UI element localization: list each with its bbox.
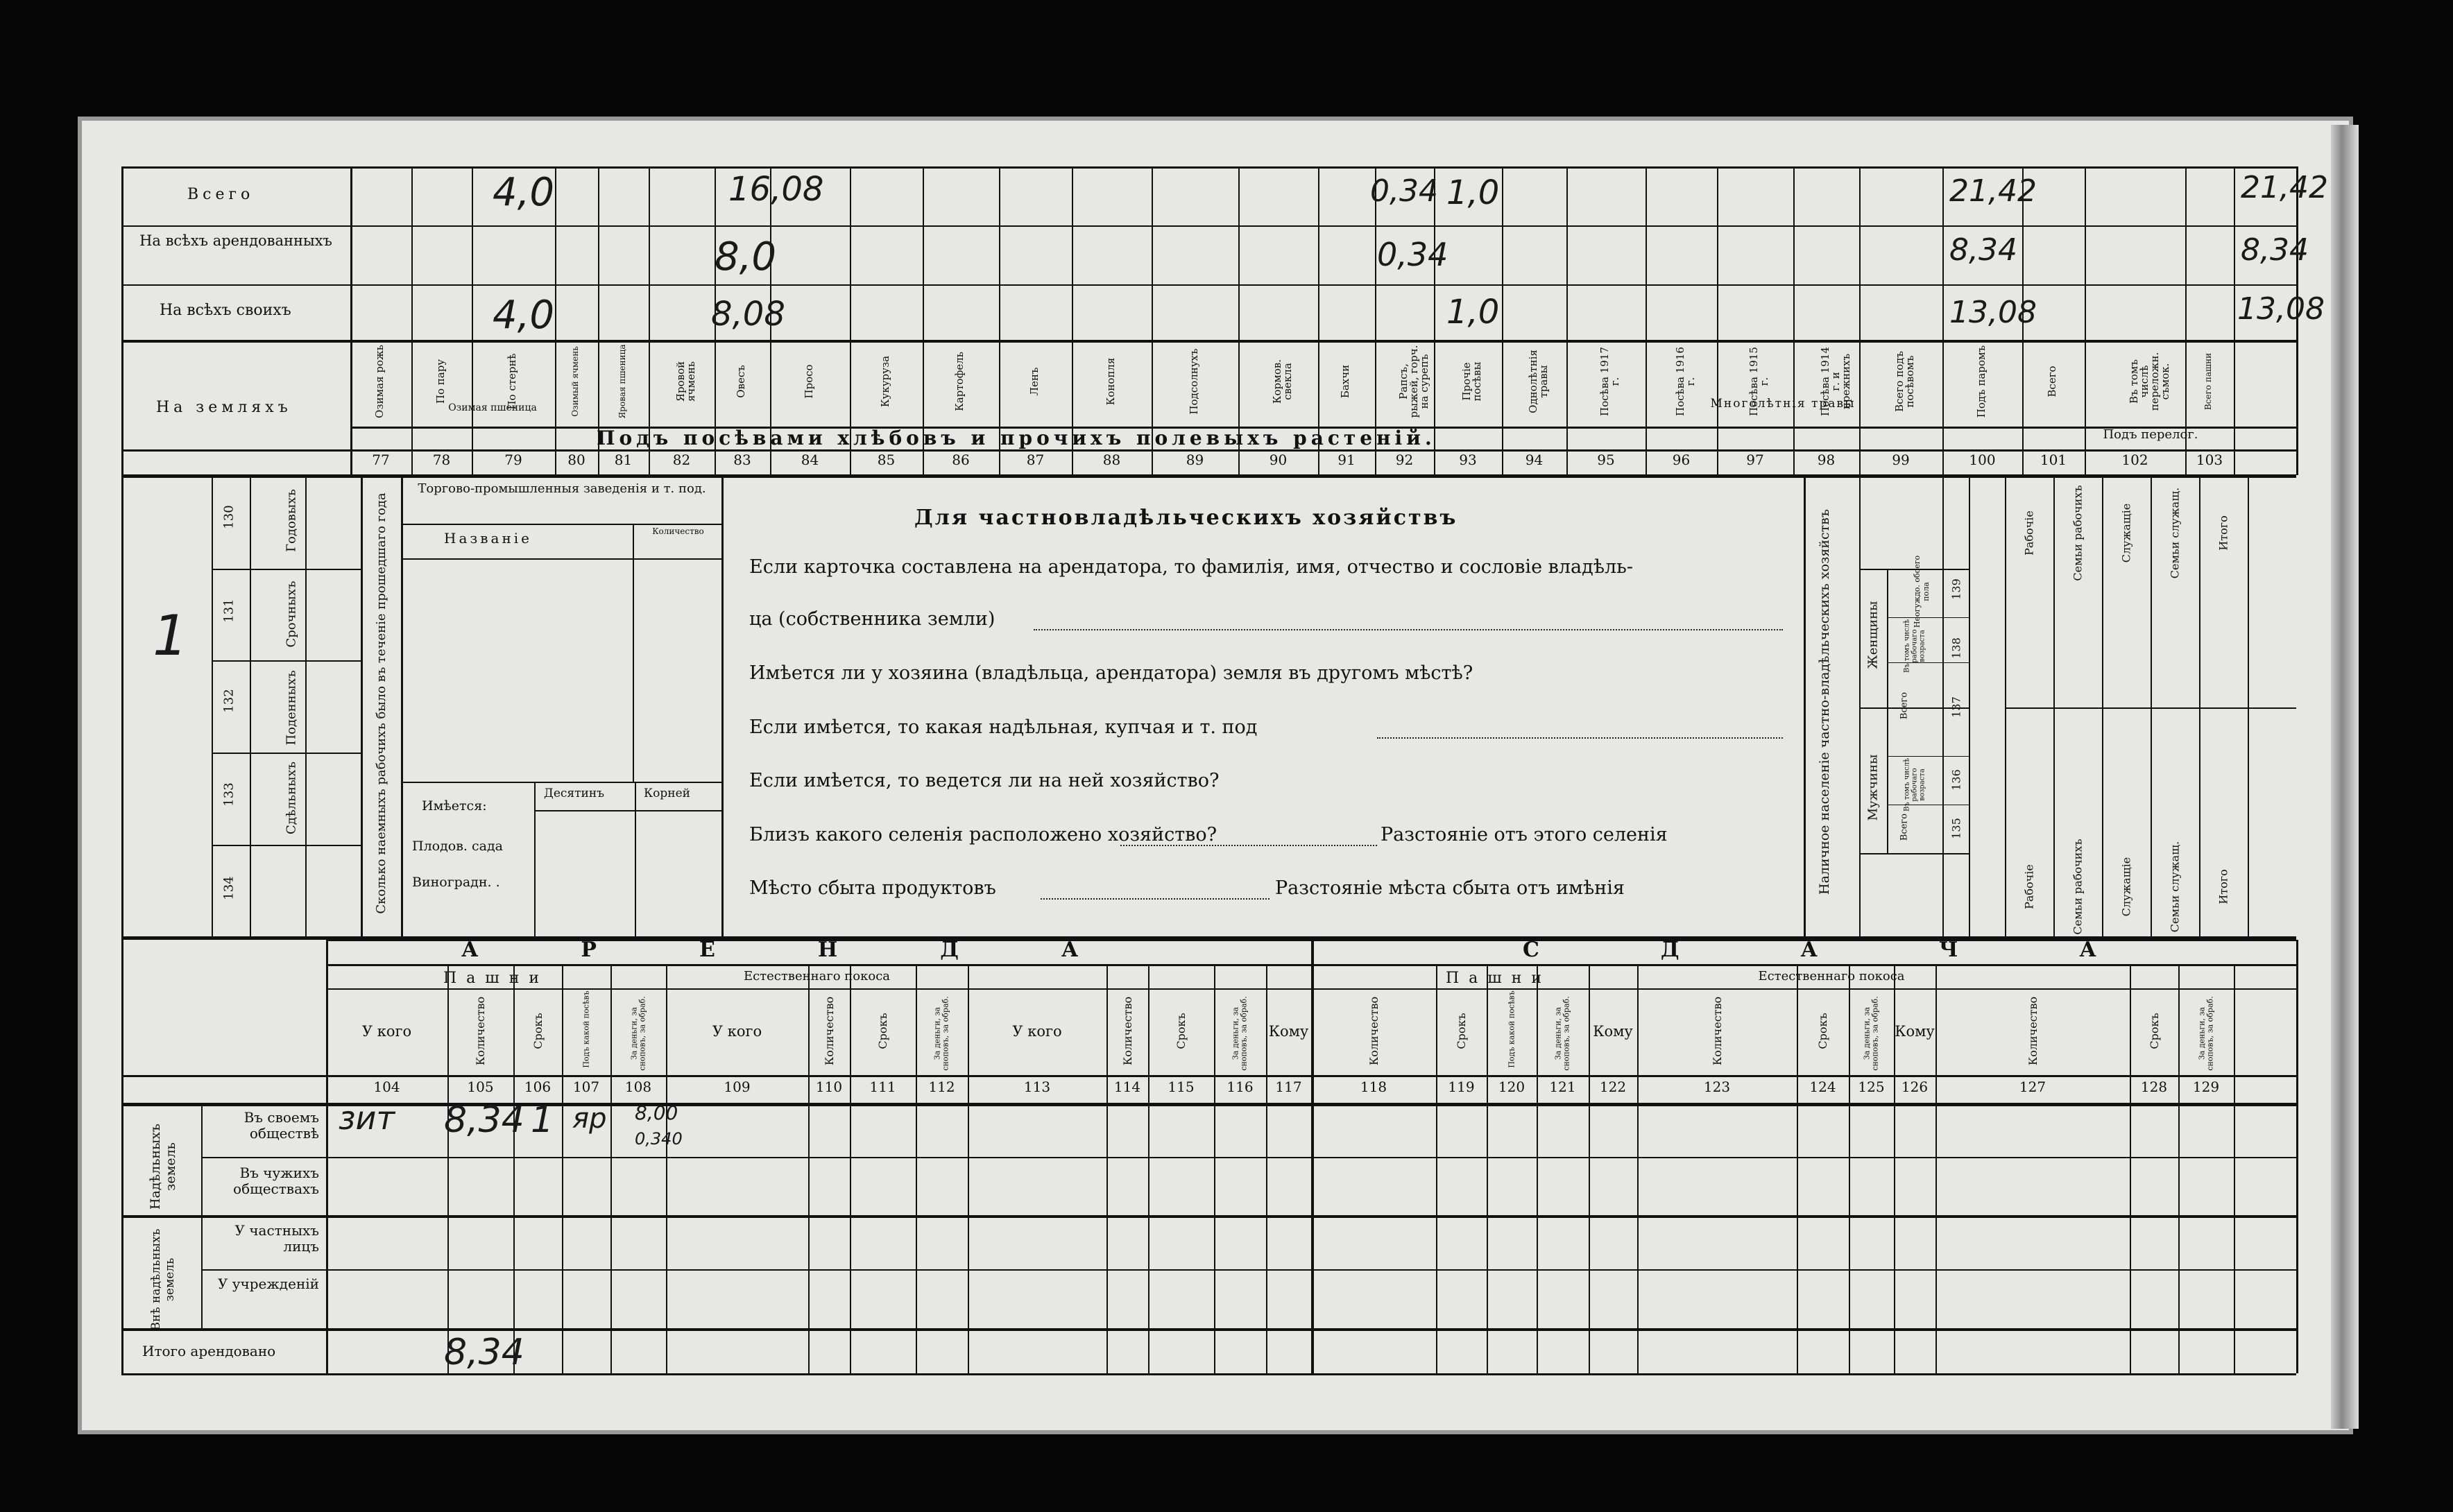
torg-title: Торгово-промышленныя заведенія и т. под. bbox=[418, 481, 706, 496]
lease-col-header-14: Кому bbox=[1268, 1023, 1309, 1040]
torg-nazvanie: Названіе bbox=[444, 530, 533, 547]
lease-col-num-104: 104 bbox=[373, 1079, 400, 1095]
lease-col-header-21: Срокъ bbox=[1816, 1013, 1829, 1049]
hw-vsego-raps: 1,0 bbox=[1446, 173, 1500, 212]
col-header-1: Озимая рожь bbox=[373, 345, 386, 418]
lease-col-header-4: Подъ какой посѣвъ bbox=[581, 990, 590, 1068]
col-header-14: Кормов. свекла bbox=[1270, 359, 1294, 404]
lease-col-num-114: 114 bbox=[1113, 1079, 1141, 1095]
q3: Если имѣется, то какая надѣльная, купчая и т. под bbox=[749, 716, 1258, 738]
label-srochnykh: Срочныхъ bbox=[284, 581, 299, 648]
row-label-arend: На всѣхъ арендованныхъ bbox=[139, 232, 332, 249]
lease-col-num-106: 106 bbox=[524, 1079, 552, 1095]
hw-svoi-raps: 1,0 bbox=[1446, 293, 1500, 332]
col-num-133: 133 bbox=[221, 782, 237, 807]
lease-col-num-126: 126 bbox=[1901, 1079, 1929, 1095]
ozimaya-pshenitsa: Озимая пшеница bbox=[448, 402, 537, 413]
col-num-82: 82 bbox=[672, 452, 691, 468]
col-num-134: 134 bbox=[221, 876, 237, 900]
lease-col-num-127: 127 bbox=[2019, 1079, 2046, 1095]
lease-col-header-15: Количество bbox=[1367, 996, 1381, 1066]
col-header-4: Озимый ячмень bbox=[570, 346, 580, 417]
lease-col-num-116: 116 bbox=[1226, 1079, 1254, 1095]
hw-srok: 1 bbox=[531, 1099, 554, 1141]
lease-col-num-110: 110 bbox=[815, 1079, 843, 1095]
q1a: Если карточка составлена на арендатора, то фамилія, имя, отчество и сословіе владѣль- bbox=[749, 556, 1633, 578]
lease-col-num-109: 109 bbox=[724, 1079, 751, 1095]
lease-col-num-122: 122 bbox=[1599, 1079, 1627, 1095]
label-vsego-zh: Всего bbox=[1899, 691, 1910, 720]
col-num-89: 89 bbox=[1186, 452, 1204, 468]
hw-arend-posev: 8,34 bbox=[1949, 232, 2017, 268]
col-num-79: 79 bbox=[504, 452, 522, 468]
col-num-77: 77 bbox=[372, 452, 390, 468]
hw-svoi-yarovaya: 8,08 bbox=[711, 295, 785, 334]
lease-col-header-2: Количество bbox=[474, 996, 487, 1066]
col-num-86: 86 bbox=[952, 452, 970, 468]
col-header-21: Посѣва 1915 г. bbox=[1747, 347, 1770, 416]
hw-vsego-pashni: 21,42 bbox=[2241, 170, 2328, 205]
q4: Если имѣется, то ведется ли на ней хозяйство? bbox=[749, 770, 1220, 791]
right-header-bot-2: Семьи рабочихъ bbox=[2071, 839, 2085, 935]
sad-vinograd: Виноградн. . bbox=[412, 875, 500, 890]
naemnye-rabochie: Сколько наемныхъ рабочихъ было въ теченіе прошедшаго года bbox=[374, 492, 388, 914]
col-num-103: 103 bbox=[2196, 452, 2223, 468]
sad-korney: Корней bbox=[644, 787, 690, 800]
mnogoletnie-travy: Многолѣтнія травы bbox=[1710, 397, 1856, 411]
lease-col-num-117: 117 bbox=[1275, 1079, 1302, 1095]
lease-col-num-123: 123 bbox=[1703, 1079, 1731, 1095]
lease-col-header-8: Срокъ bbox=[876, 1013, 889, 1049]
lease-col-header-11: Количество bbox=[1120, 996, 1134, 1066]
col-header-9: Кукуруза bbox=[878, 355, 891, 408]
lease-col-header-19: Кому bbox=[1593, 1023, 1633, 1040]
q5-answer-line[interactable] bbox=[1120, 845, 1377, 846]
row-label-svoi: На всѣхъ своихъ bbox=[160, 302, 291, 319]
right-header-bot-5: Итого bbox=[2216, 869, 2230, 904]
label-neoguzhd: Неогуждо. обоего пола bbox=[1913, 555, 1931, 628]
lease-col-header-5: За деньги, за сноповъ, за обраб. bbox=[629, 996, 647, 1071]
torg-kolichestvo: Количество bbox=[652, 526, 704, 536]
lease-col-header-1: У кого bbox=[361, 1023, 412, 1040]
chast-title: Для частновладѣльческихъ хозяйствъ bbox=[914, 506, 1458, 530]
right-header-top-3: Служащіе bbox=[2119, 503, 2133, 563]
col-num-81: 81 bbox=[614, 452, 633, 468]
hw-vsego-bakhchi: 0,34 bbox=[1370, 173, 1438, 209]
hw-svoi-posev: 13,08 bbox=[1949, 295, 2037, 330]
sad-plodov: Плодов. сада bbox=[412, 839, 503, 854]
lease-col-header-16: Срокъ bbox=[1455, 1013, 1468, 1049]
lease-group-4: Естественнаго покоса bbox=[1758, 969, 1905, 983]
hw-kol: 8,34 bbox=[444, 1099, 524, 1141]
hw-svoi-rozh: 4,0 bbox=[493, 293, 555, 338]
lease-col-header-17: Подъ какой посѣвъ bbox=[1507, 990, 1516, 1068]
lease-col-num-121: 121 bbox=[1549, 1079, 1576, 1095]
col-header-2: По пару bbox=[434, 359, 447, 404]
sad-imeetsya: Имѣется: bbox=[422, 798, 487, 814]
sdacha-title: СДАЧА bbox=[1523, 938, 2218, 962]
hw-vsego-yarovaya: 16,08 bbox=[728, 170, 824, 209]
lease-col-num-115: 115 bbox=[1168, 1079, 1195, 1095]
lease-col-header-22: За деньги, за сноповъ, за обраб. bbox=[1862, 996, 1880, 1071]
col-num-138: 138 bbox=[1949, 637, 1963, 659]
col-num-97: 97 bbox=[1746, 452, 1764, 468]
row-u-uchrezhd: У учрежденій bbox=[217, 1275, 319, 1292]
col-num-95: 95 bbox=[1597, 452, 1615, 468]
q6-answer-line[interactable] bbox=[1041, 898, 1270, 900]
lease-col-header-3: Срокъ bbox=[531, 1013, 545, 1049]
label-muzhchiny: Мужчины bbox=[1865, 754, 1881, 821]
right-header-bot-1: Рабочіе bbox=[2022, 864, 2036, 909]
col-header-12: Конопля bbox=[1104, 357, 1117, 406]
label-v-tom-chisle-zh: Въ томъ числѣ рабочаго возраста bbox=[1903, 619, 1926, 673]
col-header-13: Подсолнухъ bbox=[1187, 348, 1200, 415]
col-num-130: 130 bbox=[221, 505, 237, 529]
hw-vsego-posev: 21,42 bbox=[1949, 173, 2037, 209]
col-num-98: 98 bbox=[1817, 452, 1836, 468]
col-num-92: 92 bbox=[1395, 452, 1414, 468]
row-label-vsego: Всего bbox=[187, 186, 255, 203]
col-num-100: 100 bbox=[1969, 452, 1996, 468]
col-num-87: 87 bbox=[1026, 452, 1045, 468]
q5: Близъ какого селенія расположено хозяйство? bbox=[749, 824, 1217, 845]
lease-col-num-119: 119 bbox=[1448, 1079, 1475, 1095]
col-num-96: 96 bbox=[1672, 452, 1691, 468]
label-sdelnykh: Сдѣльныхъ bbox=[284, 762, 299, 834]
lease-col-header-25: Срокъ bbox=[2147, 1013, 2161, 1049]
hw-arend-yach: 8,0 bbox=[715, 234, 777, 280]
col-header-16: Рапсъ, рыжей, горч. на сурепъ bbox=[1396, 345, 1430, 418]
label-vsego-m: Всего bbox=[1899, 813, 1910, 841]
label-podennykh: Поденныхъ bbox=[284, 670, 299, 746]
hw-arend-pashni: 8,34 bbox=[2241, 232, 2309, 268]
lease-col-num-107: 107 bbox=[572, 1079, 600, 1095]
hw-posev: яр bbox=[572, 1103, 607, 1135]
lease-col-header-26: За деньги, за сноповъ, за обраб. bbox=[2197, 996, 2214, 1071]
col-num-90: 90 bbox=[1269, 452, 1288, 468]
col-num-83: 83 bbox=[733, 452, 751, 468]
right-header-top-5: Итого bbox=[2216, 515, 2230, 551]
col-header-22: Посѣва 1914 г. и прежнихъ bbox=[1818, 347, 1852, 416]
lease-col-header-24: Количество bbox=[2026, 996, 2040, 1066]
col-num-94: 94 bbox=[1525, 452, 1544, 468]
lease-col-header-7: Количество bbox=[822, 996, 836, 1066]
q6b: Разстояніе мѣста сбыта отъ имѣнія bbox=[1275, 877, 1625, 899]
lease-group-1: Пашни bbox=[443, 970, 549, 987]
crops-caption: Подъ посѣвами хлѣбовъ и прочихъ полевыхъ растеній. bbox=[597, 427, 1436, 449]
row-label-zemlyakh: На земляхъ bbox=[156, 399, 292, 416]
lease-group-3: Пашни bbox=[1445, 970, 1552, 987]
label-v-tom-chisle-m: Въ томъ числѣ рабочаго возраста bbox=[1903, 757, 1926, 812]
lease-col-header-6: У кого bbox=[712, 1023, 762, 1040]
right-header-bot-4: Семьи служащ. bbox=[2168, 841, 2182, 933]
col-num-131: 131 bbox=[221, 599, 237, 623]
col-num-99: 99 bbox=[1892, 452, 1910, 468]
lease-col-num-105: 105 bbox=[467, 1079, 494, 1095]
right-header-top-4: Семьи служащ. bbox=[2168, 487, 2182, 579]
col-num-136: 136 bbox=[1949, 769, 1963, 791]
lease-col-num-118: 118 bbox=[1360, 1079, 1387, 1095]
col-header-18: Однолѣтнія травы bbox=[1526, 350, 1550, 413]
lease-col-header-9: За деньги, за сноповъ, за обраб. bbox=[932, 996, 950, 1071]
hw-u-kogo: зит bbox=[339, 1099, 395, 1137]
sad-desyatin: Десятинъ bbox=[544, 787, 605, 800]
hw-hand-mark: 1 bbox=[153, 603, 188, 668]
lease-col-header-23: Кому bbox=[1895, 1023, 1935, 1040]
col-num-91: 91 bbox=[1337, 452, 1356, 468]
hw-arend-bakhchi: 0,34 bbox=[1377, 236, 1448, 273]
col-header-6: Яровой ячмень bbox=[674, 361, 697, 402]
row-u-chastnykh: У частныхъ лицъ bbox=[234, 1222, 319, 1255]
q6: Мѣсто сбыта продуктовъ bbox=[749, 877, 996, 899]
col-header-25: Всего bbox=[2046, 366, 2058, 397]
col-header-20: Посѣва 1916 г. bbox=[1673, 347, 1697, 416]
lease-col-header-10: У кого bbox=[1012, 1023, 1062, 1040]
col-header-23: Всего подъ посѣвомъ bbox=[1893, 351, 1916, 412]
hw-vsego-rozh: 4,0 bbox=[493, 170, 555, 215]
lease-col-num-108: 108 bbox=[624, 1079, 652, 1095]
hw-dengi-bot: 0,340 bbox=[635, 1129, 683, 1149]
col-header-24: Подъ паромъ bbox=[1974, 345, 1988, 418]
col-num-101: 101 bbox=[2040, 452, 2067, 468]
arenda-title: АРЕНДА bbox=[461, 938, 1181, 962]
col-header-26: Въ томъ числѣ переложн. съмок. bbox=[2127, 352, 2171, 411]
row-v-svoem: Въ своемъ обществѣ bbox=[243, 1109, 319, 1142]
col-header-19: Посѣва 1917 г. bbox=[1598, 347, 1621, 416]
row-v-chuzhikh: Въ чужихъ обществахъ bbox=[233, 1165, 319, 1197]
nalichnoe-naselenie: Наличное населеніе частно-владѣльческихъ хозяйствъ bbox=[1817, 509, 1832, 895]
q1-answer-line[interactable] bbox=[1034, 629, 1783, 630]
col-num-78: 78 bbox=[432, 452, 451, 468]
col-num-84: 84 bbox=[801, 452, 819, 468]
hw-itogo: 8,34 bbox=[444, 1332, 524, 1373]
q2: Имѣется ли у хозяина (владѣльца, арендатора) земля въ другомъ мѣстѣ? bbox=[749, 662, 1473, 684]
col-num-88: 88 bbox=[1102, 452, 1121, 468]
q3-answer-line[interactable] bbox=[1377, 737, 1783, 739]
lease-group-2: Естественнаго покоса bbox=[743, 969, 891, 983]
col-header-7: Овесъ bbox=[735, 365, 747, 398]
hw-dengi-top: 8,00 bbox=[635, 1101, 678, 1124]
row-itogo: Итого арендовано bbox=[142, 1343, 276, 1359]
lease-col-num-129: 129 bbox=[2192, 1079, 2220, 1095]
col-header-11: Ленъ bbox=[1027, 367, 1041, 396]
lease-col-num-125: 125 bbox=[1858, 1079, 1885, 1095]
hw-svoi-pashni: 13,08 bbox=[2237, 291, 2325, 327]
right-header-top-2: Семьи рабочихъ bbox=[2071, 485, 2085, 581]
label-godovykh: Годовыхъ bbox=[284, 489, 299, 552]
col-header-10: Картофель bbox=[953, 352, 966, 411]
col-header-3: По стернѣ bbox=[506, 353, 518, 410]
col-num-135: 135 bbox=[1949, 818, 1963, 839]
lease-col-header-20: Количество bbox=[1710, 996, 1724, 1066]
lease-col-header-18: За деньги, за сноповъ, за обраб. bbox=[1553, 996, 1571, 1071]
card-stack-edge bbox=[2331, 125, 2359, 1429]
right-header-bot-3: Служащіе bbox=[2119, 857, 2133, 917]
col-num-85: 85 bbox=[877, 452, 896, 468]
lease-col-header-12: Срокъ bbox=[1174, 1013, 1188, 1049]
lease-col-header-13: За деньги, за сноповъ, за обраб. bbox=[1231, 996, 1249, 1071]
col-num-132: 132 bbox=[221, 689, 237, 713]
lease-col-num-113: 113 bbox=[1023, 1079, 1051, 1095]
pod-perelog: Подъ перелог. bbox=[2103, 427, 2198, 442]
col-header-27: Всего пашни bbox=[2203, 352, 2213, 411]
right-header-top-1: Рабочіе bbox=[2022, 510, 2036, 556]
lease-col-num-120: 120 bbox=[1498, 1079, 1525, 1095]
lease-col-num-111: 111 bbox=[869, 1079, 896, 1095]
col-num-93: 93 bbox=[1459, 452, 1477, 468]
col-header-5: Яровая пшеница bbox=[617, 344, 627, 419]
lease-col-num-128: 128 bbox=[2140, 1079, 2168, 1095]
lease-col-num-124: 124 bbox=[1809, 1079, 1836, 1095]
col-header-15: Бахчи bbox=[1339, 364, 1351, 399]
col-num-80: 80 bbox=[567, 452, 586, 468]
col-num-102: 102 bbox=[2121, 452, 2148, 468]
q1b: ца (собственника земли) bbox=[749, 608, 995, 630]
q5b: Разстояніе отъ этого селенія bbox=[1381, 824, 1668, 845]
label-vne-nadelnykh: Внѣ надѣльныхъ земель bbox=[149, 1228, 177, 1331]
col-num-137: 137 bbox=[1949, 696, 1963, 718]
col-header-8: Просо bbox=[802, 364, 815, 399]
lease-col-num-112: 112 bbox=[928, 1079, 955, 1095]
label-zhenshchiny: Женщины bbox=[1865, 601, 1881, 669]
label-nadelnykh: Надѣльныхъ земель bbox=[148, 1123, 178, 1210]
col-num-139: 139 bbox=[1949, 578, 1963, 600]
col-header-17: Прочіе посѣвы bbox=[1460, 361, 1483, 402]
